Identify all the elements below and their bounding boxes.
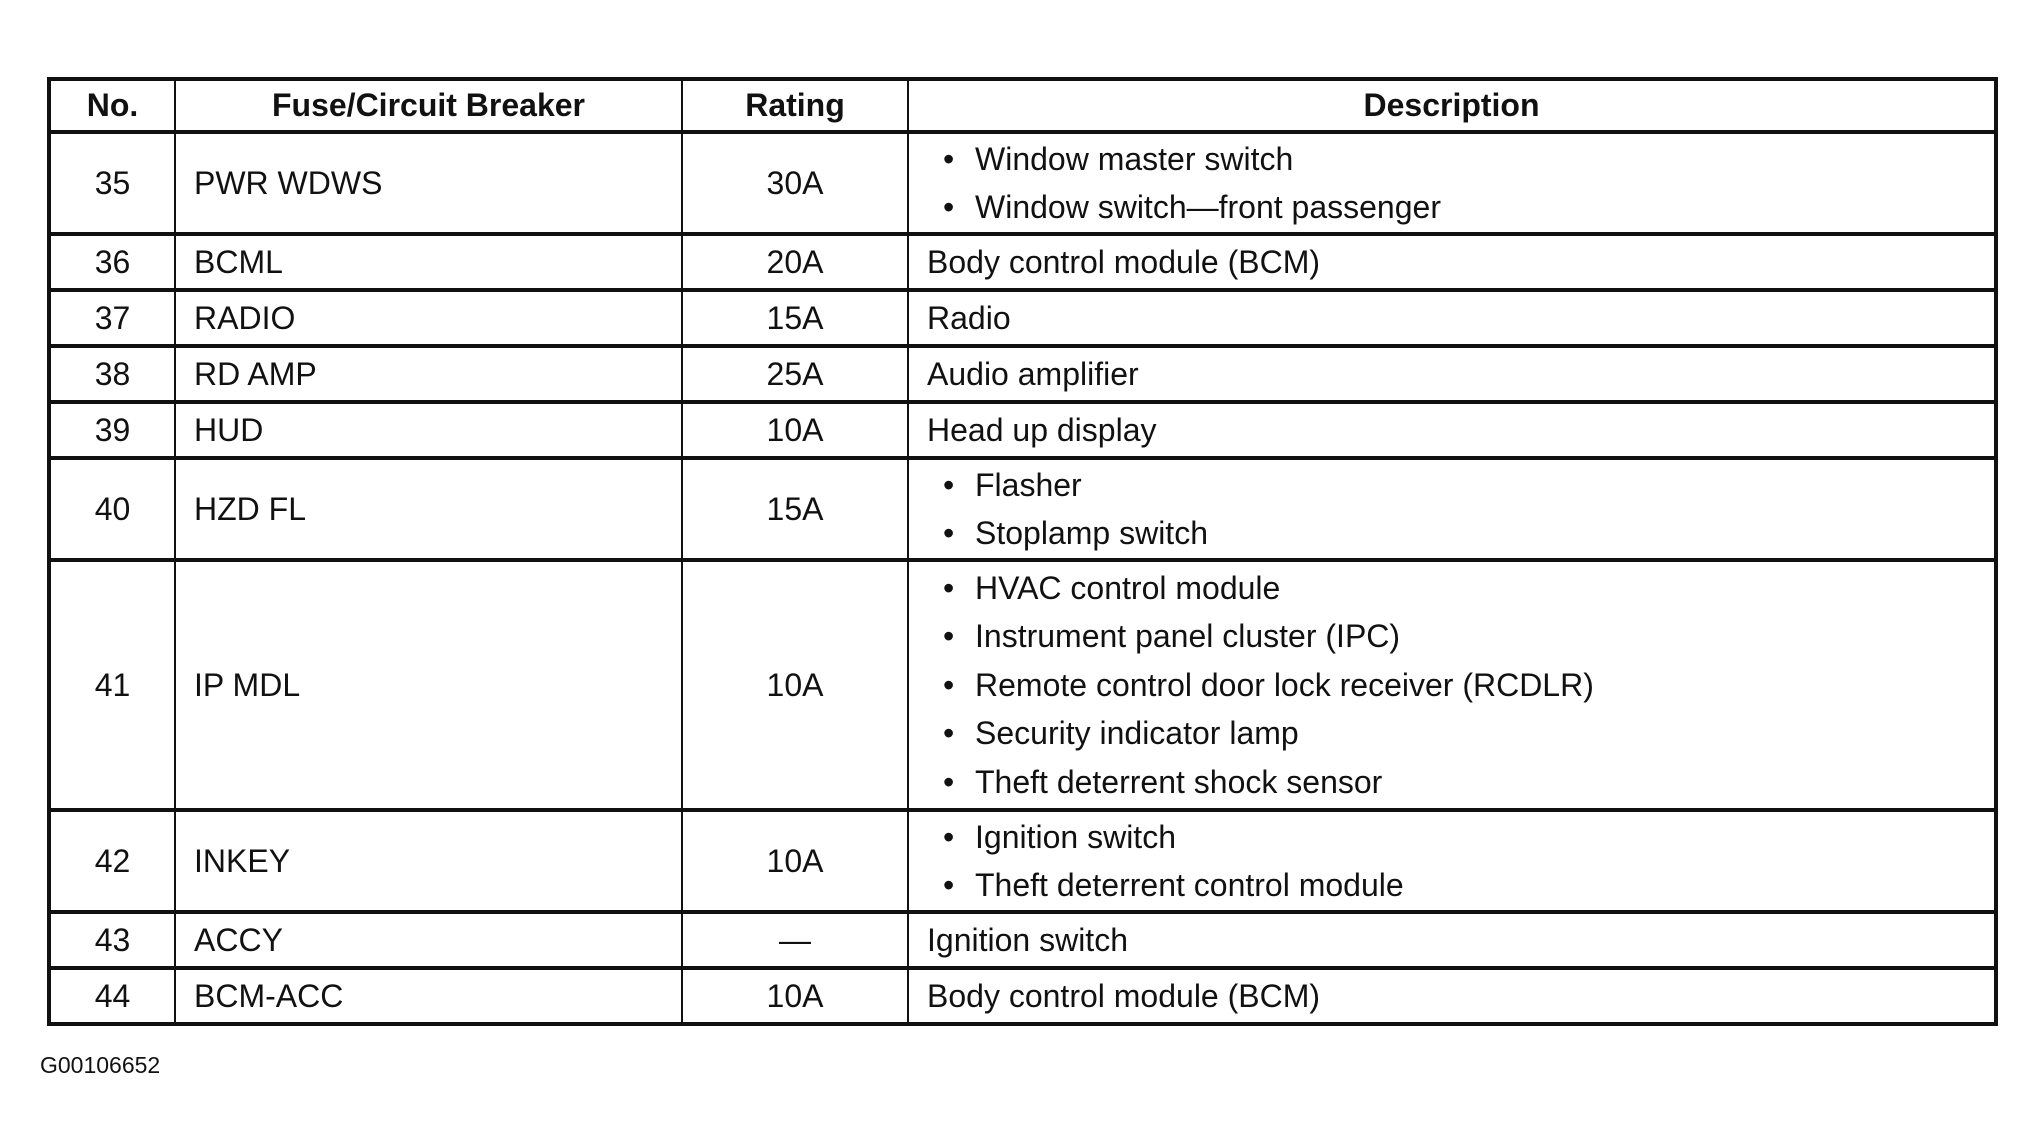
table-row (49, 234, 1996, 290)
cell-fuse: RD AMP (175, 346, 682, 402)
cell-description: Body control module (BCM) (908, 234, 1996, 290)
cell-no: 39 (49, 402, 175, 458)
cell-fuse: RADIO (175, 290, 682, 346)
cell-description (908, 132, 1996, 234)
table-row (49, 810, 1996, 912)
list-item: • Theft deterrent control module (975, 861, 1994, 910)
cell-description (908, 560, 1996, 810)
cell-rating: 15A (682, 458, 908, 560)
cell-fuse: INKEY (175, 810, 682, 912)
table-row (49, 968, 1996, 1024)
cell-rating: 20A (682, 234, 908, 290)
cell-no: 42 (49, 810, 175, 912)
cell-description: Audio amplifier (908, 346, 1996, 402)
cell-description: Body control module (BCM) (908, 968, 1996, 1024)
cell-rating: 15A (682, 290, 908, 346)
table-row (49, 132, 1996, 234)
cell-rating: 10A (682, 968, 908, 1024)
cell-no: 37 (49, 290, 175, 346)
list-item: • Security indicator lamp (975, 709, 1994, 758)
list-item: • Flasher (975, 461, 1994, 510)
cell-no: 40 (49, 458, 175, 560)
cell-no: 44 (49, 968, 175, 1024)
cell-no: 36 (49, 234, 175, 290)
list-item: • HVAC control module (975, 564, 1994, 613)
table-row (49, 290, 1996, 346)
cell-description (908, 810, 1996, 912)
description-list (927, 813, 1994, 910)
table-row (49, 912, 1996, 968)
cell-fuse: BCML (175, 234, 682, 290)
cell-no: 35 (49, 132, 175, 234)
list-item: • Ignition switch (975, 813, 1994, 862)
list-item: • Instrument panel cluster (IPC) (975, 612, 1994, 661)
cell-description: Head up display (908, 402, 1996, 458)
figure-id: G00106652 (40, 1052, 161, 1078)
list-item: • Theft deterrent shock sensor (975, 758, 1994, 807)
table-row (49, 458, 1996, 560)
cell-fuse: ACCY (175, 912, 682, 968)
cell-rating: 25A (682, 346, 908, 402)
list-item: • Window master switch (975, 135, 1994, 184)
cell-fuse: HUD (175, 402, 682, 458)
list-item: • Window switch—front passenger (975, 183, 1994, 232)
fuse-table (47, 77, 1998, 1026)
cell-fuse: PWR WDWS (175, 132, 682, 234)
header-rating: Rating (682, 79, 908, 132)
cell-description: Radio (908, 290, 1996, 346)
list-item: • Remote control door lock receiver (RCDLR) (975, 661, 1994, 710)
cell-fuse: BCM-ACC (175, 968, 682, 1024)
table-row (49, 346, 1996, 402)
cell-fuse: IP MDL (175, 560, 682, 810)
header-fuse: Fuse/Circuit Breaker (175, 79, 682, 132)
cell-no: 41 (49, 560, 175, 810)
cell-no: 43 (49, 912, 175, 968)
table-row (49, 402, 1996, 458)
header-description: Description (908, 79, 1996, 132)
cell-rating: 10A (682, 560, 908, 810)
cell-rating: 30A (682, 132, 908, 234)
description-list (927, 461, 1994, 558)
cell-rating: 10A (682, 810, 908, 912)
description-list (927, 135, 1994, 232)
cell-description: Ignition switch (908, 912, 1996, 968)
cell-description (908, 458, 1996, 560)
header-row (49, 79, 1996, 132)
cell-rating: 10A (682, 402, 908, 458)
header-no: No. (49, 79, 175, 132)
description-list (927, 564, 1994, 807)
cell-rating: — (682, 912, 908, 968)
cell-no: 38 (49, 346, 175, 402)
cell-fuse: HZD FL (175, 458, 682, 560)
list-item: • Stoplamp switch (975, 509, 1994, 558)
table-row (49, 560, 1996, 810)
